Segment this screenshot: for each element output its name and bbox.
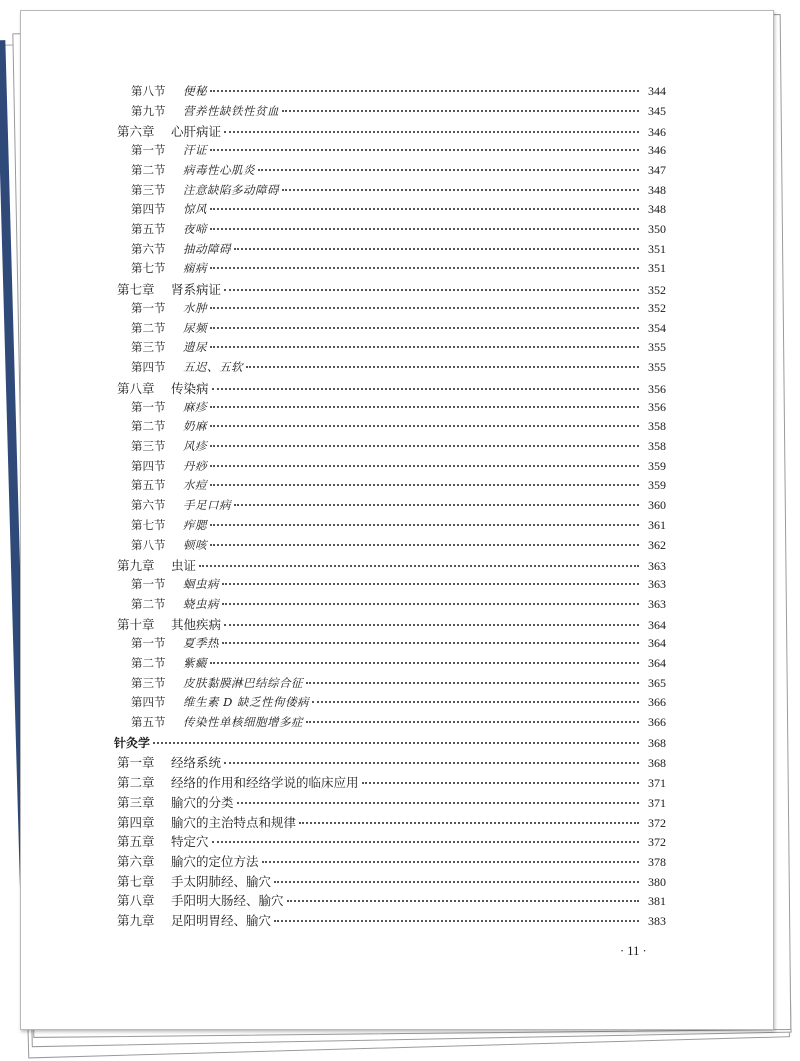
- toc-entry-title: 经络系统: [171, 755, 222, 771]
- dot-leader: [312, 701, 639, 703]
- toc-section: [114, 714, 666, 734]
- toc-section: [114, 241, 666, 261]
- toc-entry-title: 遗尿: [183, 340, 207, 355]
- toc-section: [114, 537, 666, 557]
- toc-entry-page: 362: [648, 537, 666, 552]
- dot-leader: [210, 524, 639, 526]
- toc-entry-page: 356: [648, 381, 666, 396]
- toc-entry-page: 364: [648, 655, 666, 670]
- dot-leader: [210, 445, 639, 447]
- toc-entry-page: 368: [648, 735, 666, 750]
- toc-entry-page: 358: [648, 419, 666, 434]
- toc-entry-title: 蛔虫病: [183, 576, 219, 591]
- dot-leader: [210, 149, 639, 151]
- toc-entry-number: 第六节: [131, 241, 166, 256]
- toc-section: [114, 162, 666, 182]
- toc-entry-title: 痫病: [183, 261, 207, 276]
- toc-chapter: [114, 813, 666, 833]
- toc-entry-title: 心肝病证: [171, 124, 222, 140]
- toc-entry-page: 359: [648, 478, 666, 493]
- toc-section: [114, 596, 666, 616]
- toc-entry-page: 350: [648, 222, 666, 237]
- toc-entry-title: 汗证: [183, 143, 207, 158]
- toc-entry-title: 腧穴的定位方法: [171, 854, 259, 870]
- dot-leader: [224, 289, 639, 291]
- toc-entry-title: 腧穴的分类: [171, 794, 234, 810]
- dot-leader: [246, 366, 639, 368]
- dot-leader: [210, 307, 639, 309]
- toc-section: [114, 477, 666, 497]
- toc-entry-number: 第七章: [117, 282, 155, 298]
- toc-entry-page: 348: [648, 202, 666, 217]
- toc-entry-page: 372: [648, 835, 666, 850]
- toc-section: [114, 497, 666, 517]
- dot-leader: [234, 248, 639, 250]
- toc-entry-number: 第七节: [131, 517, 166, 532]
- toc-section: [114, 201, 666, 221]
- toc-entry-title: 手太阴肺经、腧穴: [171, 873, 272, 889]
- dot-leader: [306, 682, 639, 684]
- toc-entry-number: 第二节: [131, 419, 166, 434]
- dot-leader: [258, 169, 639, 171]
- toc-entry-number: 第四节: [131, 202, 166, 217]
- toc-chapter: [114, 556, 666, 576]
- dot-leader: [199, 565, 639, 567]
- toc-entry-title: 丹痧: [183, 458, 207, 473]
- dot-leader: [210, 484, 639, 486]
- toc-entry-page: 346: [648, 125, 666, 140]
- dot-leader: [237, 802, 639, 804]
- dot-leader: [210, 228, 639, 230]
- toc-chapter: [114, 911, 666, 931]
- dot-leader: [224, 131, 639, 133]
- toc-entry-number: 第六章: [117, 854, 155, 870]
- toc-entry-title: 虫证: [171, 558, 197, 574]
- toc-entry-number: 第七节: [131, 261, 166, 276]
- toc-section: [114, 635, 666, 655]
- toc-section: [114, 399, 666, 419]
- toc-chapter: [114, 872, 666, 892]
- dot-leader: [299, 822, 639, 824]
- toc-section: [114, 142, 666, 162]
- toc-entry-number: 第八节: [131, 84, 166, 98]
- toc-entry-number: 第三节: [131, 182, 166, 197]
- dot-leader: [282, 110, 639, 112]
- toc-entry-title: 特定穴: [171, 834, 209, 850]
- toc-entry-number: 第四节: [131, 695, 166, 710]
- toc-chapter: [114, 793, 666, 813]
- toc-entry-title: 维生素 D 缺乏性佝偻病: [183, 695, 310, 710]
- toc-entry-number: 第十章: [117, 617, 155, 633]
- toc-entry-title: 手足口病: [183, 498, 231, 513]
- toc-section: [114, 103, 666, 123]
- toc-section: [114, 418, 666, 438]
- toc-entry-page: 383: [648, 914, 666, 929]
- dot-leader: [222, 583, 639, 585]
- toc-entry-number: 第四章: [117, 814, 155, 830]
- toc-chapter: [114, 753, 666, 773]
- dot-leader: [210, 425, 639, 427]
- toc-entry-number: 第四节: [131, 360, 166, 375]
- toc-entry-number: 第一节: [131, 399, 166, 414]
- toc-section: [114, 576, 666, 596]
- toc-entry-number: 第五节: [131, 222, 166, 237]
- toc-entry-number: 第九章: [117, 558, 155, 574]
- toc-entry-page: 355: [648, 360, 666, 375]
- toc-entry-number: 第三节: [131, 438, 166, 453]
- toc-entry-page: 372: [648, 815, 666, 830]
- toc-section: [114, 438, 666, 458]
- dot-leader: [362, 782, 639, 784]
- dot-leader: [222, 603, 639, 605]
- toc-entry-title: 注意缺陷多动障碍: [183, 182, 279, 197]
- toc-entry-title: 顿咳: [183, 537, 207, 552]
- toc-entry-title: 麻疹: [183, 399, 207, 414]
- toc-entry-title: 奶麻: [183, 419, 207, 434]
- toc-section: [114, 675, 666, 695]
- toc-entry-page: 346: [648, 143, 666, 158]
- toc-entry-page: 364: [648, 636, 666, 651]
- toc-entry-page: 366: [648, 715, 666, 729]
- toc-section: [114, 694, 666, 714]
- toc-entry-number: 第二节: [131, 655, 166, 670]
- toc-entry-title: 皮肤黏膜淋巴结综合征: [183, 675, 303, 690]
- toc-chapter: [114, 615, 666, 635]
- dot-leader: [287, 900, 639, 902]
- toc-entry-number: 第六章: [117, 124, 155, 140]
- dot-leader: [212, 841, 639, 843]
- toc-entry-page: 356: [648, 399, 666, 414]
- toc-entry-number: 第八章: [117, 893, 155, 909]
- toc-entry-title: 痄腮: [183, 517, 207, 532]
- dot-leader: [210, 406, 639, 408]
- toc-entry-page: 344: [648, 84, 666, 98]
- toc-entry-title: 尿频: [183, 320, 207, 335]
- toc-entry-page: 360: [648, 498, 666, 513]
- toc-entry-number: 第三节: [131, 675, 166, 690]
- dot-leader: [210, 465, 639, 467]
- dot-leader: [274, 920, 639, 922]
- toc-entry-page: 365: [648, 675, 666, 690]
- toc-entry-number: 第八节: [131, 537, 166, 552]
- toc-entry-title: 水肿: [183, 300, 207, 315]
- dot-leader: [222, 642, 639, 644]
- toc-entry-title: 营养性缺铁性贫血: [183, 103, 279, 118]
- toc-entry-title: 传染性单核细胞增多症: [183, 715, 303, 729]
- toc-section: [114, 655, 666, 675]
- toc-entry-title: 五迟、五软: [183, 360, 243, 375]
- toc-entry-title: 便秘: [183, 84, 207, 98]
- toc-section: [114, 260, 666, 280]
- toc-entry-title: 针灸学: [114, 735, 151, 750]
- toc-part: [114, 734, 666, 754]
- toc-chapter: [114, 832, 666, 852]
- toc-entry-number: 第九节: [131, 103, 166, 118]
- toc-chapter: [114, 852, 666, 872]
- toc-entry-page: 364: [648, 618, 666, 633]
- toc-entry-page: 371: [648, 776, 666, 791]
- toc-entry-page: 352: [648, 300, 666, 315]
- toc-entry-title: 传染病: [171, 380, 209, 396]
- toc-chapter: [114, 773, 666, 793]
- toc-entry-title: 手阳明大肠经、腧穴: [171, 893, 284, 909]
- dot-leader: [274, 881, 639, 883]
- toc-section: [114, 339, 666, 359]
- toc-entry-number: 第七章: [117, 873, 155, 889]
- dot-leader: [210, 544, 639, 546]
- toc-entry-number: 第八章: [117, 380, 155, 396]
- toc-chapter: [114, 379, 666, 399]
- dot-leader: [210, 90, 639, 92]
- toc-entry-number: 第五节: [131, 478, 166, 493]
- table-of-contents: [114, 83, 666, 931]
- page-number: · 11 ·: [620, 944, 647, 958]
- toc-entry-page: 352: [648, 283, 666, 298]
- toc-entry-number: 第一节: [131, 576, 166, 591]
- dot-leader: [234, 504, 639, 506]
- toc-entry-page: 345: [648, 103, 666, 118]
- dot-leader: [153, 742, 639, 744]
- dot-leader: [224, 762, 639, 764]
- toc-entry-page: 380: [648, 874, 666, 889]
- toc-entry-page: 351: [648, 241, 666, 256]
- toc-entry-page: 378: [648, 855, 666, 870]
- toc-entry-page: 366: [648, 695, 666, 710]
- toc-entry-page: 354: [648, 320, 666, 335]
- toc-entry-title: 经络的作用和经络学说的临床应用: [171, 775, 359, 791]
- toc-entry-title: 夏季热: [183, 636, 219, 651]
- toc-entry-number: 第二节: [131, 320, 166, 335]
- toc-entry-title: 水痘: [183, 478, 207, 493]
- toc-section: [114, 320, 666, 340]
- toc-entry-number: 第一节: [131, 300, 166, 315]
- dot-leader: [224, 624, 639, 626]
- toc-entry-page: 363: [648, 596, 666, 611]
- dot-leader: [210, 346, 639, 348]
- dot-leader: [210, 208, 639, 210]
- toc-entry-number: 第一章: [117, 755, 155, 771]
- toc-section: [114, 359, 666, 379]
- toc-entry-page: 358: [648, 438, 666, 453]
- toc-entry-number: 第三节: [131, 340, 166, 355]
- dot-leader: [210, 327, 639, 329]
- toc-entry-title: 蛲虫病: [183, 596, 219, 611]
- toc-entry-number: 第一节: [131, 636, 166, 651]
- toc-entry-number: 第二节: [131, 162, 166, 177]
- toc-entry-page: 361: [648, 517, 666, 532]
- toc-entry-page: 381: [648, 894, 666, 909]
- toc-entry-number: 第五节: [131, 715, 166, 729]
- dot-leader: [210, 662, 639, 664]
- toc-section: [114, 458, 666, 478]
- toc-entry-title: 紫癜: [183, 655, 207, 670]
- toc-entry-number: 第四节: [131, 458, 166, 473]
- toc-chapter: [114, 280, 666, 300]
- toc-entry-page: 359: [648, 458, 666, 473]
- toc-section: [114, 221, 666, 241]
- dot-leader: [262, 861, 639, 863]
- toc-chapter: [114, 122, 666, 142]
- toc-entry-title: 抽动障碍: [183, 241, 231, 256]
- dot-leader: [210, 267, 639, 269]
- toc-entry-number: 第三章: [117, 794, 155, 810]
- toc-entry-number: 第二章: [117, 775, 155, 791]
- toc-section: [114, 517, 666, 537]
- dot-leader: [306, 721, 639, 723]
- toc-entry-page: 363: [648, 576, 666, 591]
- toc-entry-page: 348: [648, 182, 666, 197]
- toc-entry-title: 腧穴的主治特点和规律: [171, 814, 297, 830]
- toc-entry-page: 371: [648, 795, 666, 810]
- toc-entry-title: 风疹: [183, 438, 207, 453]
- toc-entry-page: 355: [648, 340, 666, 355]
- toc-entry-number: 第五章: [117, 834, 155, 850]
- toc-entry-page: 368: [648, 756, 666, 771]
- toc-entry-title: 夜啼: [183, 222, 207, 237]
- toc-entry-title: 惊风: [183, 202, 207, 217]
- toc-entry-number: 第二节: [131, 596, 166, 611]
- toc-entry-number: 第一节: [131, 143, 166, 158]
- toc-entry-page: 363: [648, 559, 666, 574]
- toc-entry-title: 其他疾病: [171, 617, 222, 633]
- toc-section: [114, 83, 666, 103]
- toc-section: [114, 182, 666, 202]
- dot-leader: [212, 388, 639, 390]
- toc-entry-title: 病毒性心肌炎: [183, 162, 255, 177]
- toc-entry-page: 347: [648, 162, 666, 177]
- toc-entry-title: 肾系病证: [171, 282, 222, 298]
- toc-entry-number: 第九章: [117, 913, 155, 929]
- toc-section: [114, 300, 666, 320]
- toc-entry-title: 足阳明胃经、腧穴: [171, 913, 272, 929]
- toc-chapter: [114, 891, 666, 911]
- dot-leader: [282, 189, 639, 191]
- toc-entry-number: 第六节: [131, 498, 166, 513]
- toc-entry-page: 351: [648, 261, 666, 276]
